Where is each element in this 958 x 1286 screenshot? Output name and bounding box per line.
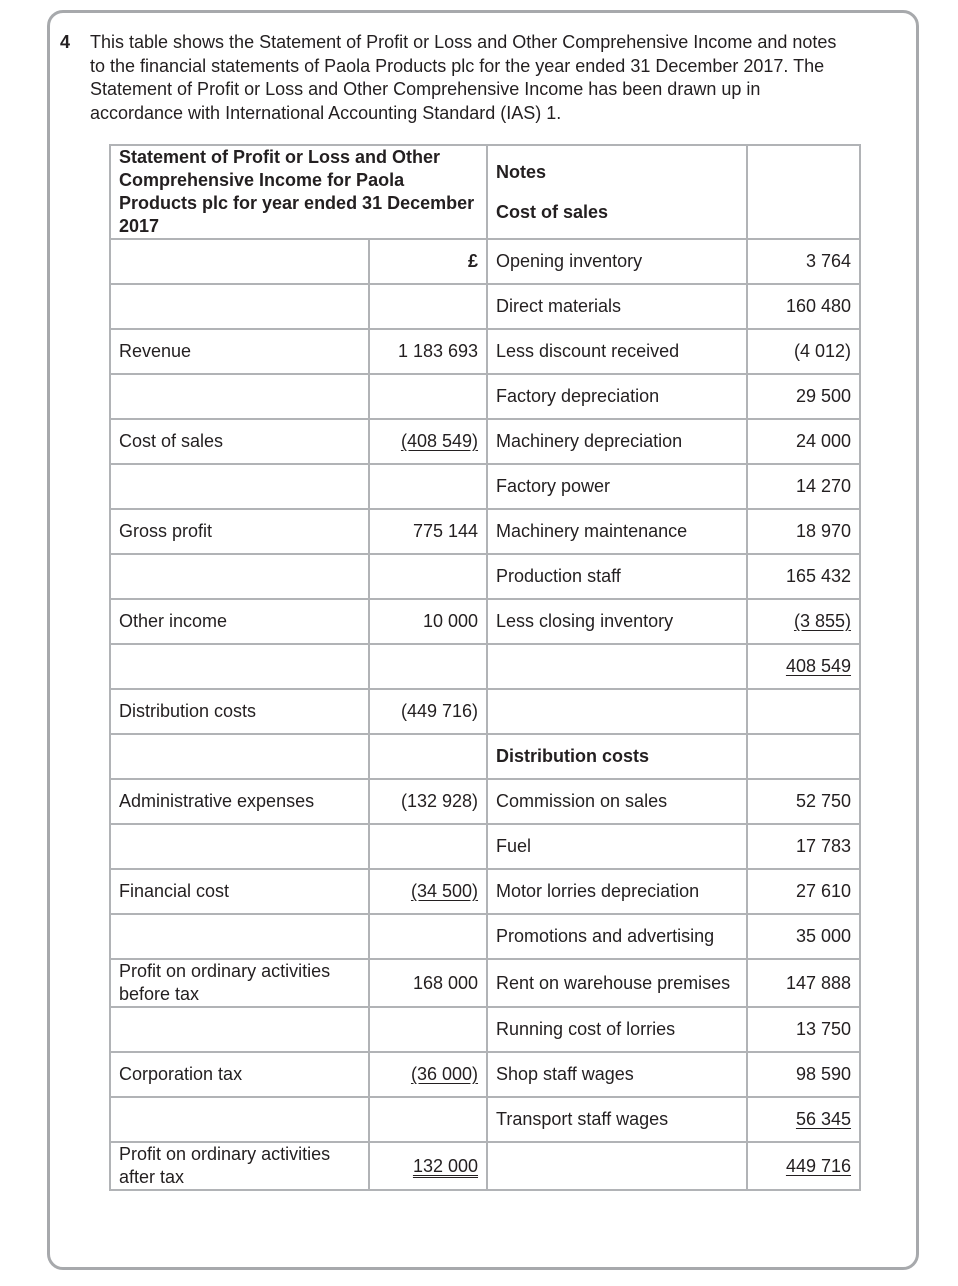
underlined-amount: (34 500) <box>410 881 479 901</box>
note-label: Opening inventory <box>487 239 747 284</box>
row-label: Corporation tax <box>110 1052 369 1097</box>
table-row <box>110 689 860 734</box>
note-label: Shop staff wages <box>487 1052 747 1097</box>
notes-label: Notes <box>496 162 547 182</box>
row-label: Profit on ordinary activities before tax <box>110 959 369 1007</box>
note-label <box>487 1142 747 1190</box>
table-row <box>110 284 860 329</box>
row-label <box>110 914 369 959</box>
note-amount <box>747 1097 860 1142</box>
note-label: Machinery maintenance <box>487 509 747 554</box>
note-label: Running cost of lorries <box>487 1007 747 1052</box>
table-row <box>110 509 860 554</box>
note-label: Production staff <box>487 554 747 599</box>
table-row <box>110 464 860 509</box>
table-row <box>110 734 860 779</box>
note-amount: 98 590 <box>747 1052 860 1097</box>
note-label: Factory depreciation <box>487 374 747 419</box>
financial-statement-table <box>109 144 861 1191</box>
row-amount: 1 183 693 <box>369 329 487 374</box>
table-row <box>110 824 860 869</box>
row-amount <box>369 914 487 959</box>
row-amount: (132 928) <box>369 779 487 824</box>
row-label <box>110 374 369 419</box>
row-label: Financial cost <box>110 869 369 914</box>
row-label: Gross profit <box>110 509 369 554</box>
row-label <box>110 284 369 329</box>
note-label: Less discount received <box>487 329 747 374</box>
note-label: Promotions and advertising <box>487 914 747 959</box>
table-row <box>110 374 860 419</box>
row-label <box>110 239 369 284</box>
cost-of-sales-total <box>747 644 860 689</box>
note-amount: 165 432 <box>747 554 860 599</box>
underlined-amount: 408 549 <box>785 656 852 676</box>
row-label: Administrative expenses <box>110 779 369 824</box>
note-label: Less closing inventory <box>487 599 747 644</box>
note-amount <box>747 734 860 779</box>
note-label <box>487 689 747 734</box>
underlined-amount: 449 716 <box>785 1155 852 1176</box>
notes-header-blank <box>747 145 860 239</box>
table-row <box>110 554 860 599</box>
row-amount <box>369 869 487 914</box>
row-label <box>110 554 369 599</box>
note-amount <box>747 599 860 644</box>
row-amount <box>369 734 487 779</box>
table-row <box>110 419 860 464</box>
question-text: This table shows the Statement of Profit or Loss and Other Comprehensive Income and notes to the financial statements of Paola Products plc for the year ended 31 December 2017. The Statement of Profit or Loss and Other Comprehensive Income has been drawn up in accordance with International Accounting Standard (IAS) 1. <box>90 32 837 123</box>
note-label: Rent on warehouse premises <box>487 959 747 1007</box>
question-number: 4 <box>60 32 71 52</box>
table-row <box>110 1007 860 1052</box>
underlined-amount: (36 000) <box>410 1064 479 1084</box>
table-row <box>110 869 860 914</box>
row-label <box>110 1007 369 1052</box>
table-row <box>110 329 860 374</box>
double-underlined-amount: 132 000 <box>412 1155 479 1176</box>
table-header-row <box>110 145 860 239</box>
row-amount: 775 144 <box>369 509 487 554</box>
table-row <box>110 779 860 824</box>
row-amount <box>369 284 487 329</box>
note-label: Factory power <box>487 464 747 509</box>
note-amount: 35 000 <box>747 914 860 959</box>
note-amount: 147 888 <box>747 959 860 1007</box>
notes-section-cost-of-sales: Cost of sales <box>496 202 609 222</box>
row-label <box>110 464 369 509</box>
note-amount: 17 783 <box>747 824 860 869</box>
table-row <box>110 914 860 959</box>
row-amount <box>369 419 487 464</box>
row-amount <box>369 554 487 599</box>
notes-header <box>487 145 747 239</box>
row-label: Distribution costs <box>110 689 369 734</box>
note-label: Commission on sales <box>487 779 747 824</box>
row-amount <box>369 374 487 419</box>
note-amount <box>747 689 860 734</box>
row-label: Other income <box>110 599 369 644</box>
row-amount <box>369 1097 487 1142</box>
underlined-amount: (3 855) <box>793 611 852 631</box>
table-row <box>110 1097 860 1142</box>
table-row <box>110 1142 860 1190</box>
note-amount: 14 270 <box>747 464 860 509</box>
underlined-amount: 56 345 <box>795 1109 852 1129</box>
note-amount: 52 750 <box>747 779 860 824</box>
note-label: Machinery depreciation <box>487 419 747 464</box>
row-label <box>110 734 369 779</box>
note-label: Direct materials <box>487 284 747 329</box>
row-amount <box>369 464 487 509</box>
row-amount: 168 000 <box>369 959 487 1007</box>
row-amount <box>369 824 487 869</box>
note-amount: 13 750 <box>747 1007 860 1052</box>
table-row <box>110 644 860 689</box>
underlined-amount: (408 549) <box>400 431 479 451</box>
notes-section-distribution-costs: Distribution costs <box>487 734 747 779</box>
note-amount: 29 500 <box>747 374 860 419</box>
row-amount: 10 000 <box>369 599 487 644</box>
row-label: Profit on ordinary activities after tax <box>110 1142 369 1190</box>
note-amount: (4 012) <box>747 329 860 374</box>
currency-symbol: £ <box>369 239 487 284</box>
row-label <box>110 644 369 689</box>
row-amount <box>369 1007 487 1052</box>
table-row <box>110 1052 860 1097</box>
row-label <box>110 1097 369 1142</box>
statement-title: Statement of Profit or Loss and Other Comprehensive Income for Paola Products plc for year ended 31 December 2017 <box>110 145 487 239</box>
table-row <box>110 599 860 644</box>
row-amount <box>369 644 487 689</box>
row-amount <box>369 1052 487 1097</box>
note-amount: 18 970 <box>747 509 860 554</box>
note-amount: 24 000 <box>747 419 860 464</box>
note-amount: 27 610 <box>747 869 860 914</box>
note-amount: 160 480 <box>747 284 860 329</box>
note-amount: 3 764 <box>747 239 860 284</box>
note-label: Motor lorries depreciation <box>487 869 747 914</box>
row-label: Revenue <box>110 329 369 374</box>
profit-after-tax <box>369 1142 487 1190</box>
note-label: Fuel <box>487 824 747 869</box>
row-label <box>110 824 369 869</box>
table-row <box>110 239 860 284</box>
table-row <box>110 959 860 1007</box>
row-label: Cost of sales <box>110 419 369 464</box>
note-label <box>487 644 747 689</box>
distribution-costs-total <box>747 1142 860 1190</box>
row-amount: (449 716) <box>369 689 487 734</box>
note-label: Transport staff wages <box>487 1097 747 1142</box>
